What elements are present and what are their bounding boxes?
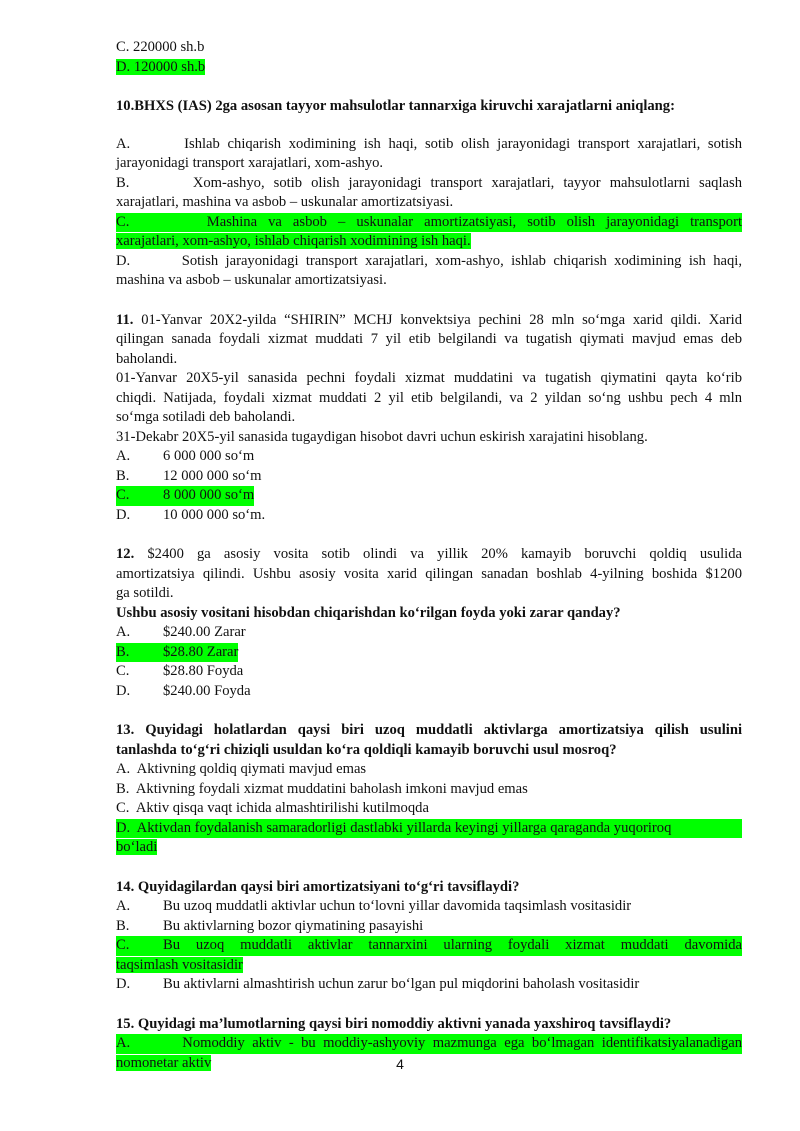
option-letter: D. xyxy=(116,682,131,699)
q10-option-d-line2: mashina va asbob – uskunalar amortizatsiyasi. xyxy=(116,272,387,288)
q15-option-a-line1: A. Nomoddiy aktiv - bu moddiy-ashyoviy mazmunga ega bo‘lmagan identifikatsiyalanadigan xyxy=(116,1035,742,1051)
option-letter: C. xyxy=(116,937,130,953)
option-text: Bu uzoq muddatli aktivlar uchun to‘lovni yillar davomida taqsimlash vositasidir xyxy=(163,898,632,914)
q13-title-line2: tanlashda to‘g‘ri chiziqli usuldan ko‘ra qoldiqli kamayib boruvchi usul mosroq? xyxy=(116,741,617,758)
q10-option-a-line2: jarayonidagi transport xarajatlari, xom-ashyo. xyxy=(116,155,384,171)
q15-option-a-line2: nomonetar aktiv xyxy=(116,1054,212,1071)
q12-number: 12. xyxy=(116,546,135,562)
q11-option-c-correct xyxy=(116,486,742,506)
q11-para1-line1 xyxy=(116,311,742,331)
option-text: 12 000 000 so‘m xyxy=(163,467,262,484)
option-letter: B. xyxy=(116,917,130,934)
q11-para1-line2: qilingan sanada foydali xizmat muddati 7 yil etib belgilandi va tugatish qiymati mavjud emas deb xyxy=(116,331,742,347)
q11-para2-line2: chiqdi. Natijada, foydali xizmat muddati 2 yil etib belgilandi, va 2 yildan so‘ng ushbu pech 4 mln xyxy=(116,389,742,406)
option-letter: C. xyxy=(116,487,130,503)
q13-option-c: C. Aktiv qisqa vaqt ichida almashtirilishi kutilmoqda xyxy=(116,800,429,816)
prev-option-c: C. 220000 sh.b xyxy=(116,39,205,55)
option-text: $240.00 Zarar xyxy=(163,624,246,640)
q10-option-d-line1: D. Sotish jarayonidagi transport xarajatlari, xom-ashyo, ishlab chiqarish xodimining ish haqi, xyxy=(116,252,742,269)
q11-number: 11. xyxy=(116,311,134,328)
q10-option-c-line2: xarajatlari, xom-ashyo, ishlab chiqarish xodimining ish haqi. xyxy=(116,233,471,249)
q11-question: 31-Dekabr 20X5-yil sanasida tugaydigan hisobot davri uchun eskirish xarajatini hisoblang. xyxy=(116,428,648,445)
option-text: 10 000 000 so‘m. xyxy=(163,506,266,523)
q11-option-a xyxy=(116,447,742,467)
q10-title: 10.BHXS (IAS) 2ga asosan tayyor mahsulotlar tannarxiga kiruvchi xarajatlarni aniqlang: xyxy=(116,98,675,114)
option-letter: A. xyxy=(116,624,131,640)
option-text: $240.00 Foyda xyxy=(163,682,251,699)
option-text: Bu aktivlarning bozor qiymatining pasayishi xyxy=(163,917,424,934)
option-letter: A. xyxy=(116,898,131,914)
q12-question: Ushbu asosiy vositani hisobdan chiqarishdan ko‘rilgan foyda yoki zarar qanday? xyxy=(116,604,621,621)
q10-option-c-correct xyxy=(116,213,742,233)
q14-option-c-line2: taqsimlash vositasidir xyxy=(116,956,243,973)
q13-option-d-line2: bo‘ladi xyxy=(116,839,158,855)
q11-para1-line3: baholandi. xyxy=(116,350,178,367)
option-text: 8 000 000 so‘m xyxy=(163,487,255,503)
q14-option-a xyxy=(116,897,742,917)
q14-option-b xyxy=(116,917,742,937)
q11-para2-line1: 01-Yanvar 20X5-yil sanasida pechni foydali xizmat muddatini va tugatish qiymatini qayta ko‘rib xyxy=(116,370,742,386)
q12-option-b-correct xyxy=(116,643,742,663)
q13-option-d-correct xyxy=(116,819,742,839)
q12-option-a xyxy=(116,623,742,643)
option-text: $28.80 Zarar xyxy=(163,643,239,660)
q11-para1-text: 01-Yanvar 20X2-yilda “SHIRIN” MCHJ konvektsiya pechini 28 mln so‘mga xarid qildi. Xarid xyxy=(133,311,742,328)
q12-line2: amortizatsiya qilindi. Ushbu asosiy vosita xarid qilingan sanadan boshlab 4-yilning boshida $1200 xyxy=(116,565,742,582)
q10-option-b-line2: xarajatlari, mashina va asbob – uskunalar amortizatsiyasi. xyxy=(116,194,454,210)
q13-title-line1: 13. Quyidagi holatlardan qaysi biri uzoq muddatli aktivlarga amortizatsiya qilish usulini xyxy=(116,722,742,738)
option-text: $28.80 Foyda xyxy=(163,663,244,679)
prev-option-d-correct: D. 120000 sh.b xyxy=(116,58,206,75)
q15-option-a-correct xyxy=(116,1034,742,1054)
option-text: Bu aktivlarni almashtirish uchun zarur bo‘lgan pul miqdorini baholash vositasidir xyxy=(163,976,640,992)
q14-title: 14. Quyidagilardan qaysi biri amortizatsiyani to‘g‘ri tavsiflaydi? xyxy=(116,878,520,895)
option-letter: A. xyxy=(116,448,131,464)
q13-option-d-line1: D. Aktivdan foydalanish samaradorligi dastlabki yillarda keyingi yillarga qaraganda yuqoriroq xyxy=(116,819,672,836)
highlight xyxy=(116,643,238,663)
q12-line1-text: $2400 ga asosiy vosita sotib olindi va yillik 20% kamayib boruvchi qoldiq usulida xyxy=(134,546,742,562)
option-letter: B. xyxy=(116,643,130,660)
q10-option-a-line1: A. Ishlab chiqarish xodimining ish haqi, sotib olish jarayonidagi transport xarajatlari, sotish xyxy=(116,135,742,152)
option-letter: C. xyxy=(116,663,130,679)
q12-line1 xyxy=(116,545,742,565)
option-letter: D. xyxy=(116,506,131,523)
q14-option-d xyxy=(116,975,742,995)
option-letter: D. xyxy=(116,976,131,992)
option-text: Bu uzoq muddatli aktivlar tannarxini ularning foydali xizmat muddati davomida xyxy=(163,937,742,953)
option-letter: B. xyxy=(116,467,130,484)
highlight xyxy=(116,486,254,506)
q10-option-b-line1: B. Xom-ashyo, sotib olish jarayonidagi transport xarajatlari, tayyor mahsulotlarni saqlash xyxy=(116,174,742,191)
q15-title: 15. Quyidagi ma’lumotlarning qaysi biri nomoddiy aktivni yanada yaxshiroq tavsiflaydi? xyxy=(116,1015,672,1032)
q11-option-b xyxy=(116,467,742,487)
q12-line3: ga sotildi. xyxy=(116,585,174,601)
page-content xyxy=(116,38,742,1073)
q10-option-c-line1: C. Mashina va asbob – uskunalar amortizatsiyasi, sotib olish jarayonidagi transport xyxy=(116,213,742,230)
q11-para2-line3: so‘mga sotiladi deb baholandi. xyxy=(116,409,296,425)
q11-option-d xyxy=(116,506,742,526)
q14-option-c-correct xyxy=(116,936,742,956)
q13-option-a: A. Aktivning qoldiq qiymati mavjud emas xyxy=(116,761,367,777)
page-number: 4 xyxy=(396,1056,404,1072)
q13-option-b: B. Aktivning foydali xizmat muddatini baholash imkoni mavjud emas xyxy=(116,780,528,797)
option-text: 6 000 000 so‘m xyxy=(163,448,255,464)
q12-option-c xyxy=(116,662,742,682)
q12-option-d xyxy=(116,682,742,702)
